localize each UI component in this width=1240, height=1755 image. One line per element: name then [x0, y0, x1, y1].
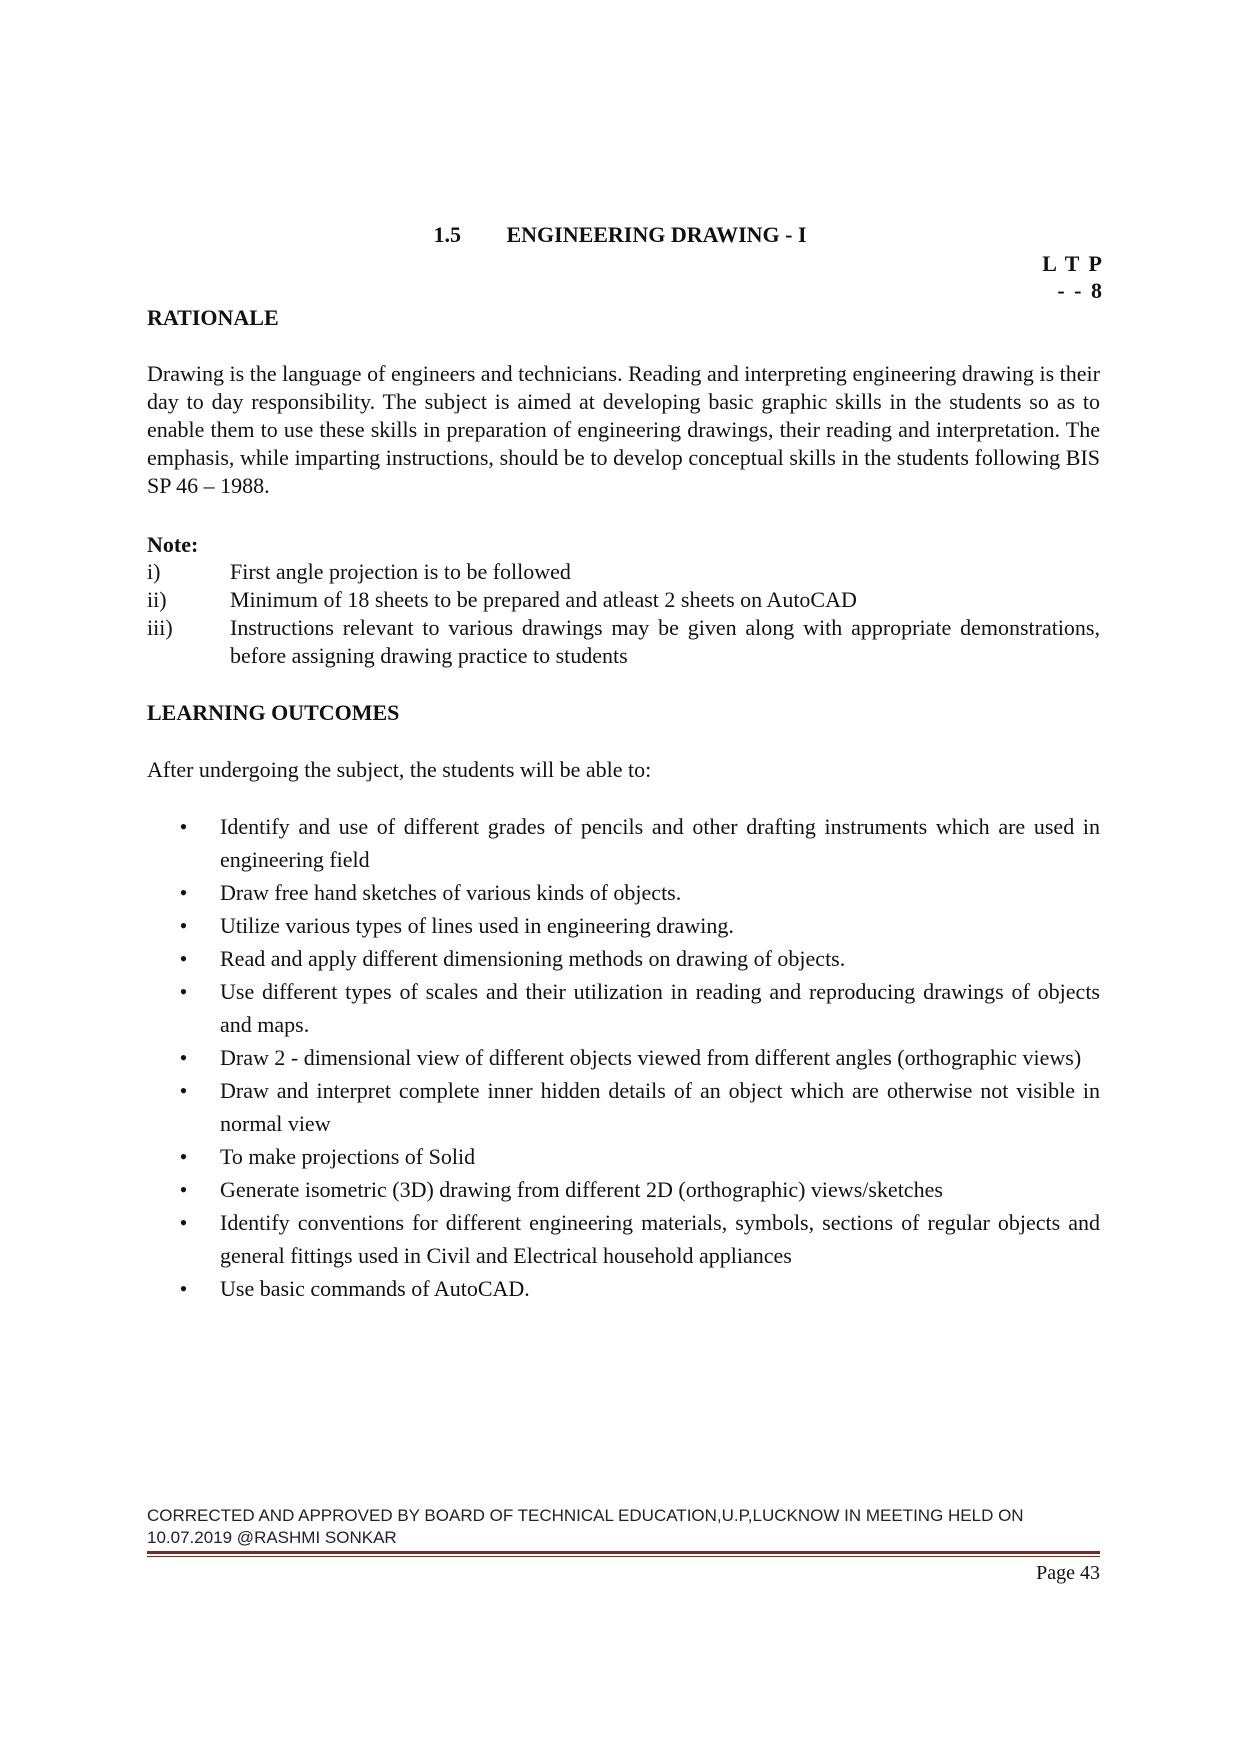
list-item — [147, 975, 1100, 1041]
list-item-text: Generate isometric (3D) drawing from different 2D (orthographic) views/sketches — [220, 1177, 943, 1202]
section-title-text: ENGINEERING DRAWING - I — [506, 222, 807, 247]
footer-divider-thick — [147, 1551, 1100, 1554]
note-marker: ii) — [147, 587, 167, 612]
list-item — [147, 1206, 1100, 1272]
page-number: Page 43 — [1036, 1562, 1100, 1584]
note-text: First angle projection is to be followed — [230, 559, 571, 584]
list-item — [147, 1272, 1100, 1305]
footer-line-1: CORRECTED AND APPROVED BY BOARD OF TECHNICAL EDUCATION,U.P,LUCKNOW IN MEETING HELD ON — [147, 1506, 1024, 1525]
list-item-text: Read and apply different dimensioning methods on drawing of objects. — [220, 946, 846, 971]
footer-approval-note — [147, 1505, 1107, 1549]
list-item-text: Utilize various types of lines used in engineering drawing. — [220, 913, 734, 938]
list-item — [147, 810, 1100, 876]
list-item-text: Draw 2 - dimensional view of different objects viewed from different angles (orthographic views) — [220, 1045, 1082, 1070]
bullet-icon: • — [179, 814, 188, 839]
list-item-text: Identify and use of different grades of pencils and other drafting instruments which are used in engineering field — [220, 814, 1100, 872]
list-item-text: Use different types of scales and their utilization in reading and reproducing drawings of objects and maps. — [220, 979, 1100, 1037]
bullet-icon: • — [179, 1177, 188, 1202]
learning-outcomes-heading: LEARNING OUTCOMES — [147, 700, 400, 725]
bullet-icon: • — [179, 1276, 188, 1301]
ltp-labels: L T P — [1042, 251, 1102, 276]
list-item-text: Use basic commands of AutoCAD. — [220, 1276, 530, 1301]
list-item — [147, 909, 1100, 942]
note-item — [147, 614, 1100, 670]
list-item-text: Draw and interpret complete inner hidden details of an object which are otherwise not visible in normal view — [220, 1078, 1100, 1136]
note-item — [147, 586, 1100, 614]
bullet-icon: • — [179, 1045, 188, 1070]
bullet-icon: • — [179, 946, 188, 971]
list-item — [147, 876, 1100, 909]
list-item — [147, 942, 1100, 975]
list-item-text: To make projections of Solid — [220, 1144, 476, 1169]
rationale-paragraph: Drawing is the language of engineers and technicians. Reading and interpreting engineering drawing is their day to day responsibility. The subject is aimed at developing basic graphic skills in the students so as to enable them to use these skills in preparation of engineering drawings, their reading and interpretation. The emphasis, while imparting instructions, should be to develop conceptual skills in the students following BIS SP 46 – 1988. — [147, 361, 1100, 498]
note-list — [147, 558, 1100, 670]
section-number: 1.5 — [433, 222, 461, 247]
list-item — [147, 1041, 1100, 1074]
list-item — [147, 1173, 1100, 1206]
learning-outcomes-list — [147, 810, 1100, 1305]
bullet-icon: • — [179, 880, 188, 905]
rationale-heading: RATIONALE — [147, 305, 279, 330]
note-text: Instructions relevant to various drawings may be given along with appropriate demonstrations, before assigning drawing practice to students — [230, 615, 1100, 668]
ltp-values: - - 8 — [1057, 278, 1102, 303]
note-text: Minimum of 18 sheets to be prepared and atleast 2 sheets on AutoCAD — [230, 587, 857, 612]
note-marker: iii) — [147, 615, 173, 640]
ltp-block — [1030, 250, 1102, 304]
list-item-text: Draw free hand sketches of various kinds of objects. — [220, 880, 682, 905]
bullet-icon: • — [179, 1144, 188, 1169]
note-label: Note: — [147, 532, 199, 557]
learning-outcomes-lead: After undergoing the subject, the students will be able to: — [147, 757, 652, 782]
footer-line-2: 10.07.2019 @RASHMI SONKAR — [147, 1528, 397, 1547]
note-item — [147, 558, 1100, 586]
list-item-text: Identify conventions for different engineering materials, symbols, sections of regular objects and general fittings used in Civil and Electrical household appliances — [220, 1210, 1100, 1268]
section-title — [0, 222, 1240, 248]
bullet-icon: • — [179, 913, 188, 938]
note-marker: i) — [147, 559, 161, 584]
list-item — [147, 1074, 1100, 1140]
footer-divider-thin — [147, 1556, 1100, 1557]
bullet-icon: • — [179, 1210, 188, 1235]
bullet-icon: • — [179, 1078, 188, 1103]
bullet-icon: • — [179, 979, 188, 1004]
list-item — [147, 1140, 1100, 1173]
